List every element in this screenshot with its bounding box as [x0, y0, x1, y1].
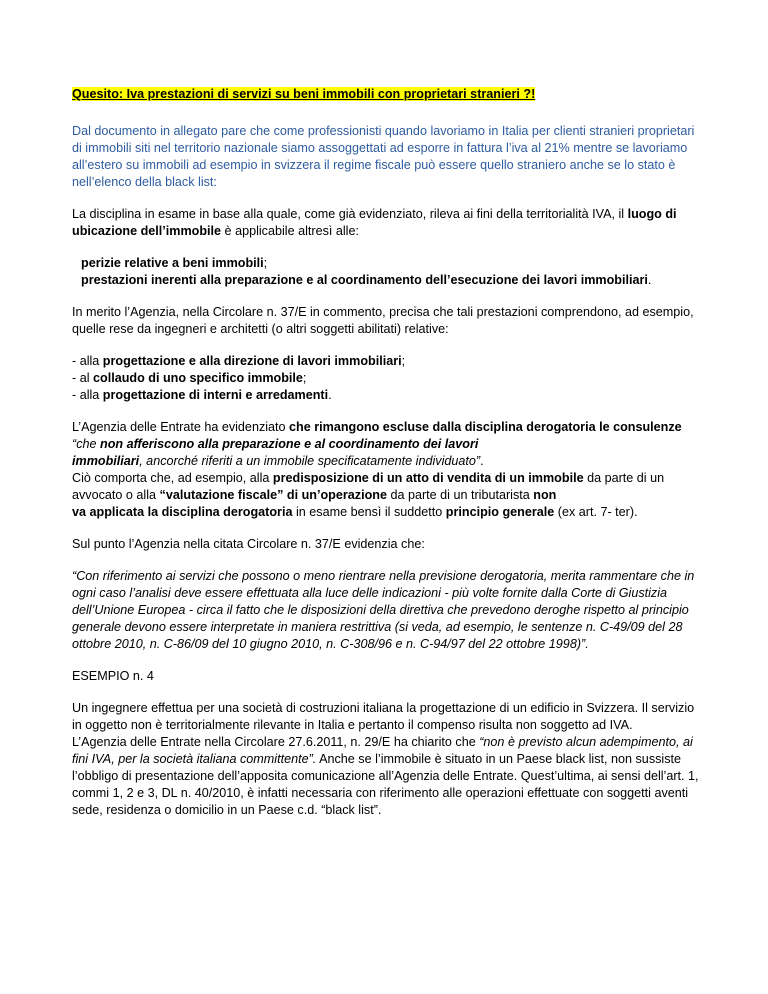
paragraph-circolare: In merito l’Agenzia, nella Circolare n. 37/E in commento, precisa che tali prestazioni comprendono, ad esempio, quelle rese da ingegneri e architetti (o altri soggetti abilitati) relative:: [72, 305, 694, 336]
paragraph-point: Sul punto l’Agenzia nella citata Circolare n. 37/E evidenzia che:: [72, 537, 425, 551]
question-title-line: [72, 86, 700, 103]
example-heading: ESEMPIO n. 4: [72, 669, 154, 683]
list-item: - alla progettazione di interni e arredamenti.: [72, 388, 332, 402]
intro-paragraph: Dal documento in allegato pare che come professionisti quando lavoriamo in Italia per clienti stranieri proprietari di immobili siti nel territorio nazionale siamo assoggettati ad esporre in fattura l’iva al 21% mentre se lavoriamo all’estero su immobili ad esempio in svizzera il regime fiscale può essere quello straniero anche se lo stato è nell’elenco della black list:: [72, 124, 695, 189]
paragraph-consequence: Ciò comporta che, ad esempio, alla predisposizione di un atto di vendita di un immobile da parte di un avvocato o alla “valutazione fiscale” di un’operazione da parte di un tributarista non va applicata la disciplina derogatoria in esame bensì il suddetto principio generale (ex art. 7- ter).: [72, 471, 665, 519]
question-title: Quesito: Iva prestazioni di servizi su beni immobili con proprietari stranieri ?!: [72, 87, 536, 101]
quote-paragraph: “Con riferimento ai servizi che possono o meno rientrare nella previsione derogatoria, merita rammentare che in ogni caso l’analisi deve essere effettuata alla luce delle indicazioni - più volte fornite dalla Corte di Giustizia dell’Unione Europea - circa il fatto che le disposizioni della direttiva che prevedono deroghe rispetto al principio generale devono essere interpretate in maniera restrittiva (si veda, ad esempio, le sentenze n. C-49/09 del 28 ottobre 2010, n. C-86/09 del 10 giugno 2010, n. C-308/96 e n. C-94/97 del 22 ottobre 1998)”.: [72, 569, 695, 651]
list-item: - alla progettazione e alla direzione di lavori immobiliari;: [72, 354, 406, 368]
paragraph-territoriality: La disciplina in esame in base alla quale, come già evidenziato, rileva ai fini della territorialità IVA, il luogo di ubicazione dell’immobile è applicabile altresì alle:: [72, 207, 677, 238]
list-item: - al collaudo di uno specifico immobile;: [72, 371, 307, 385]
services-list: [72, 255, 700, 289]
paragraph-example: Un ingegnere effettua per una società di costruzioni italiana la progettazione di un edificio in Svizzera. Il servizio in oggetto non è territorialmente rilevante in Italia e pertanto il compenso risulta non soggetto ad IVA.: [72, 701, 695, 732]
list-item: perizie relative a beni immobili;: [81, 256, 268, 270]
document-page: [72, 86, 700, 819]
activities-list: [72, 353, 700, 404]
list-item: prestazioni inerenti alla preparazione e al coordinamento dell’esecuzione dei lavori immobiliari.: [81, 273, 652, 287]
paragraph-agency: L’Agenzia delle Entrate nella Circolare 27.6.2011, n. 29/E ha chiarito che “non è previsto alcun adempimento, ai fini IVA, per la società italiana committente”. Anche se l’immobile è situato in un Paese black list, non sussiste l’obbligo di presentazione dell’apposita comunicazione all’Agenzia delle Entrate. Quest’ultima, ai sensi dell’art. 1, commi 1, 2 e 3, DL n. 40/2010, è infatti necessaria con riferimento alle operazioni effettuate con soggetti aventi sede, residenza o domicilio in un Paese c.d. “black list”.: [72, 735, 699, 817]
paragraph-exclusions: L’Agenzia delle Entrate ha evidenziato che rimangono escluse dalla disciplina derogatoria le consulenze “che non afferiscono alla preparazione e al coordinamento dei lavori immobiliari, ancorché riferiti a un immobile specificatamente individuato”.: [72, 420, 682, 468]
